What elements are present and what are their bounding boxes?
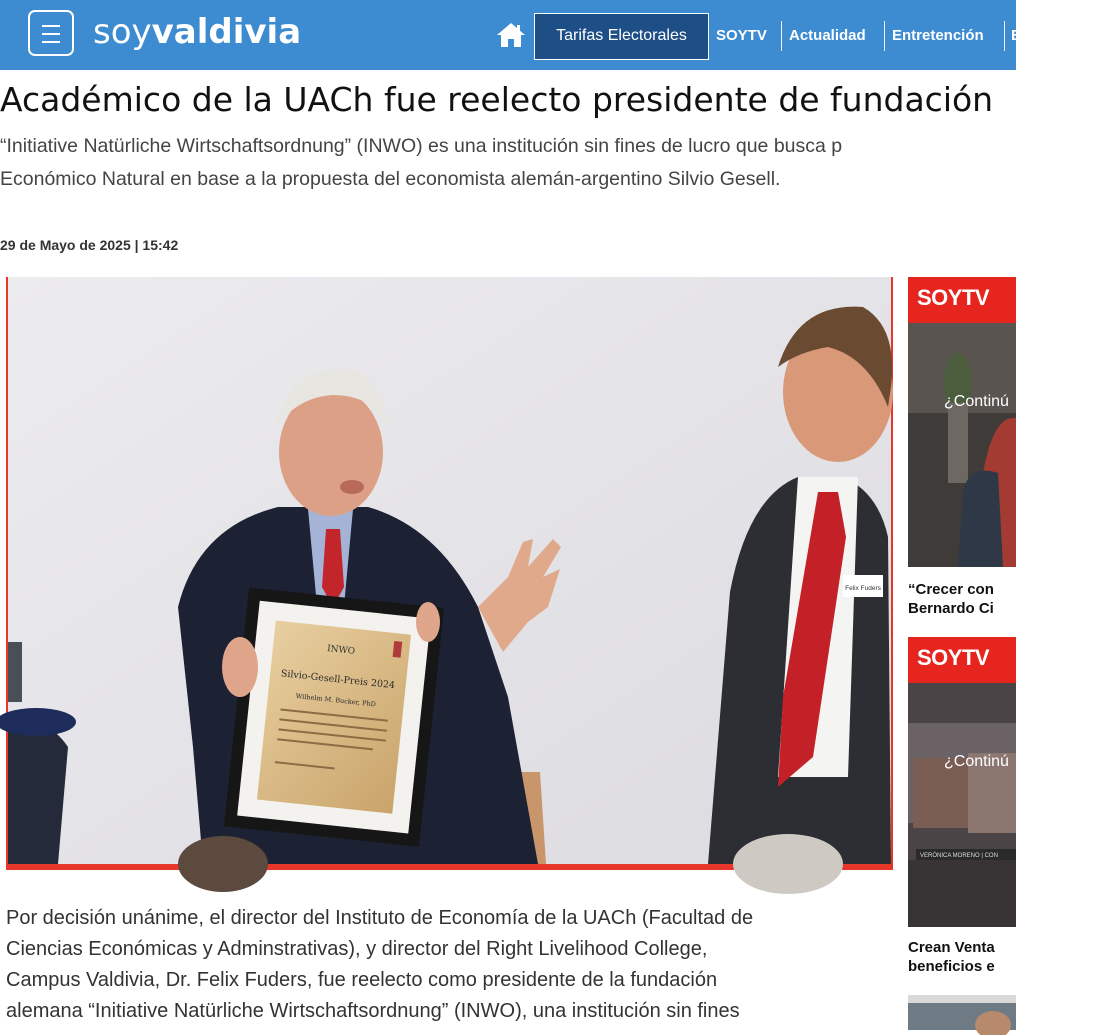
- nav-actualidad[interactable]: Actualidad: [789, 27, 866, 44]
- site-header: [0, 0, 1022, 70]
- nav-soytv[interactable]: SOYTV: [716, 27, 767, 44]
- body-line: Por decisión unánime, el director del Instituto de Economía de la UACh (Facultad de: [6, 907, 754, 929]
- certificate-org: INWO: [326, 644, 356, 657]
- nav-divider: [1004, 21, 1005, 51]
- video-thumbnail[interactable]: [908, 683, 1016, 927]
- sidebar-video-card[interactable]: [908, 637, 1016, 995]
- home-icon[interactable]: [496, 22, 526, 48]
- sidebar-video-card[interactable]: [908, 277, 1016, 637]
- body-line: Ciencias Económicas y Adminstrativas), y director del Right Livelihood College,: [6, 938, 708, 960]
- video-title-line: Bernardo Ci: [908, 600, 994, 617]
- name-tag: Felix Fuders: [845, 585, 881, 592]
- certificate-title: Silvio-Gesell-Preis 2024: [280, 668, 396, 692]
- video-title[interactable]: [908, 580, 1108, 618]
- nav-tarifas-electorales[interactable]: Tarifas Electorales: [534, 13, 709, 60]
- certificate-name: Wilhelm M. Bucker, PhD: [295, 692, 377, 709]
- soytv-banner: [908, 277, 1016, 323]
- nav-entretencion[interactable]: Entretención: [892, 27, 984, 44]
- soytv-banner: [908, 637, 1016, 683]
- logo-light-text: soy: [93, 12, 152, 52]
- lead-line: Económico Natural en base a la propuesta del economista alemán-argentino Silvio Gesell.: [0, 168, 781, 190]
- hamburger-menu-icon[interactable]: [28, 10, 74, 56]
- article-hero-image: [6, 277, 893, 870]
- video-frame: [908, 323, 1016, 567]
- site-logo[interactable]: [93, 10, 301, 54]
- article-title: Académico de la UACh fue reelecto presidente de fundación: [0, 80, 994, 119]
- article-body: [6, 903, 893, 1030]
- continue-watching-label: ¿Continú: [944, 393, 1009, 410]
- soytv-logo: SOYTV: [917, 285, 990, 310]
- article-lead: [0, 130, 1016, 200]
- nav-divider: [884, 21, 885, 51]
- article-thumbnail: [908, 995, 1016, 1030]
- video-lower-third: VERÓNICA MORENO | CON: [920, 853, 998, 859]
- logo-bold-text: valdivia: [151, 12, 302, 52]
- lead-line: “Initiative Natürliche Wirtschaftsordnung” (INWO) es una institución sin fines de lucro que busca p: [0, 135, 843, 157]
- article-date: 29 de Mayo de 2025 | 15:42: [0, 237, 179, 253]
- video-title-line: “Crecer con: [908, 581, 994, 598]
- continue-watching-label: ¿Continú: [944, 753, 1009, 770]
- sidebar-article-card[interactable]: [908, 995, 1016, 1030]
- video-title[interactable]: [908, 938, 1108, 976]
- video-frame: [908, 683, 1016, 927]
- video-thumbnail[interactable]: [908, 323, 1016, 567]
- nav-divider: [781, 21, 782, 51]
- video-title-line: Crean Venta: [908, 939, 995, 956]
- award-ceremony-photo: [8, 277, 891, 864]
- body-line: alemana “Initiative Natürliche Wirtschaftsordnung” (INWO), una institución sin fines: [6, 1000, 740, 1022]
- video-title-line: beneficios e: [908, 958, 995, 975]
- soytv-logo: SOYTV: [917, 645, 990, 670]
- body-line: Campus Valdivia, Dr. Felix Fuders, fue reelecto como presidente de la fundación: [6, 969, 718, 991]
- nav-next[interactable]: E: [1011, 27, 1022, 44]
